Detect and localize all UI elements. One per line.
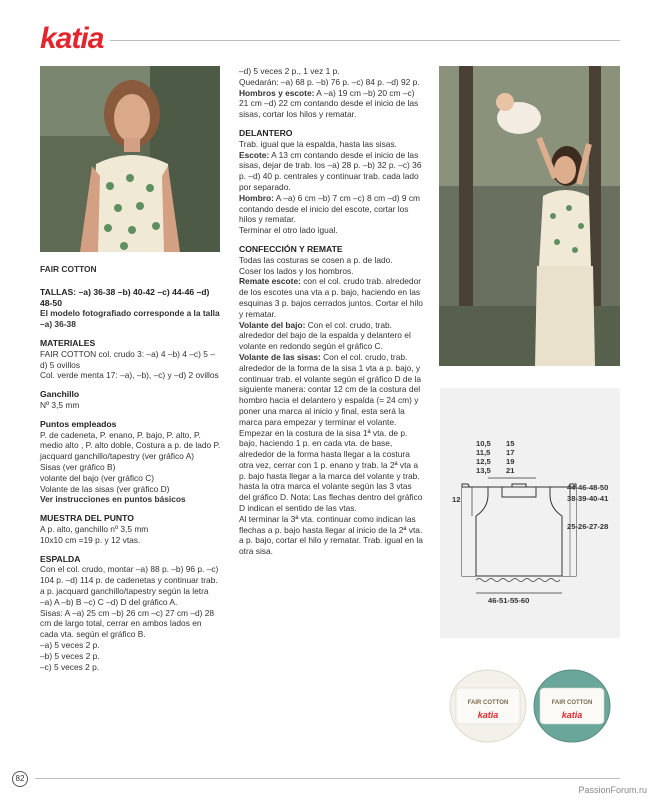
volante-sisas-label: Volante de las sisas: <box>239 351 321 362</box>
mid-line-2: Quedarán: –a) 68 p. –b) 76 p. –c) 84 p. –d) 92 p. <box>239 76 420 87</box>
volante-bajo-label: Volante del bajo: <box>239 319 306 330</box>
volante-bajo-text: Con el col. crudo, trab. alrededor del bajo de la espalda y delantero el volante en redondo según el gráfico C. <box>239 319 411 352</box>
dim-top-left-4: 13,5 <box>476 466 491 475</box>
remate-escote-text: con el col. crudo trab. alrededor de los escotes una vta a p. bajo, haciendo en las esquinas 3 p. bajos cerrados juntos. Cortar el hilo y rematar. <box>239 276 423 319</box>
dim-top-right-2: 17 <box>506 448 515 457</box>
espalda-line-1: Con el col. crudo, montar –a) 88 p. –b) 96 p. –c) 104 p. –d) 114 p. de cadenetas y continuar trab. a p. jacquard ganchillo/tapestry según la letra <box>40 564 219 596</box>
muestra-line-1: A p. alto, ganchillo nº 3,5 mm <box>40 523 149 534</box>
conf-line-7: Al terminar la 3ª vta. continuar como indican las flechas a p. bajo hasta llegar al inicio de la 2ª vta. a p. bajo, cortar el hilo y rematar. Trab. igual en la otra sisa. <box>239 513 423 557</box>
muestra-line-2: 10x10 cm =19 p. y 12 vtas. <box>40 534 141 545</box>
puntos-line-5: Ver instrucciones en puntos básicos <box>40 494 186 505</box>
hombros-text: A –a) 19 cm –b) 20 cm –c) 21 cm –d) 22 cm contando desde el inicio de las sisas, cortar los hilos y rematar. <box>239 87 419 120</box>
materiales-line-1: FAIR COTTON col. crudo 3: –a) 4 –b) 4 –c) 5 –d) 5 ovillos <box>40 348 215 370</box>
delantero-line-4: Terminar el otro lado igual. <box>239 225 338 236</box>
ganchillo-value: Nº 3,5 mm <box>40 399 80 410</box>
katia-logo: katia <box>40 22 104 55</box>
garment-schematic-panel <box>440 388 620 638</box>
yarn-brand-1: katia <box>477 710 499 720</box>
middle-text-column <box>239 66 423 557</box>
puntos-line-1: P. de cadeneta, P. enano, P. bajo, P. alto, P. medio alto , P. alto doble, Costura a p. de lado P. jacquard ganchillo/tapestry (ver gráfico A) <box>40 429 221 462</box>
yarn-brand-2: katia <box>561 710 583 720</box>
puntos-line-3: volante del bajo (ver gráfico C) <box>40 472 155 483</box>
conf-line-2: Coser los lados y los hombros. <box>239 265 354 276</box>
escote-text: A 13 cm contando desde el inicio de las sisas, dejar de trab. los –a) 28 p. –b) 32 p. –c) 36 p. –d) 40 p. centrales y continuar trab. cada lado por separado. <box>239 149 422 192</box>
dim-top-left-1: 10,5 <box>476 439 491 448</box>
dim-right-1: 44-46-48-50 <box>567 483 609 492</box>
left-text-column <box>40 264 222 672</box>
tallas-value: –a) 36-38 –b) 40-42 –c) 44-46 –d) 48-50 <box>40 286 210 308</box>
muestra-heading: MUESTRA DEL PUNTO <box>40 513 134 524</box>
espalda-line-4: –a) 5 veces 2 p. <box>40 639 100 650</box>
espalda-line-6: –c) 5 veces 2 p. <box>40 661 100 672</box>
tallas-label: TALLAS: <box>40 286 77 297</box>
dim-left: 12 <box>452 495 461 504</box>
model-photo-left-image <box>40 66 220 252</box>
espalda-line-5: –b) 5 veces 2 p. <box>40 650 100 661</box>
dim-top-left-2: 11,5 <box>476 448 491 457</box>
volante-sisas-text: Con el col. crudo, trab. alrededor de la forma de la sisa 1 vta a p. bajo, y continuar trab. el volante según el gráfico D de la siguiente manera: contar 12 cm de la costura del hombro hacia el delantero y espalda (= 24 cm) y poner una marca al inicio y final, esta será la marca para empezar y terminar el volante. <box>239 351 422 427</box>
model-photo-right <box>439 66 620 366</box>
espalda-line-3: Sisas: A –a) 25 cm –b) 26 cm –c) 27 cm –d) 28 cm de largo total, cerrar en ambos lados en cada vta. según el gráfico B. <box>40 607 215 640</box>
delantero-heading: DELANTERO <box>239 127 293 138</box>
dim-bottom: 46-51-55-60 <box>488 596 530 605</box>
model-photo-left <box>40 66 220 252</box>
hombro-text: A –a) 6 cm –b) 7 cm –c) 8 cm –d) 9 cm contando desde el inicio del escote, cortar los hilos y rematar. <box>239 192 421 225</box>
dim-right-2: 38-39-40-41 <box>567 494 609 503</box>
materiales-line-2: Col. verde menta 17: –a), –b), –c) y –d) 2 ovillos <box>40 370 219 381</box>
yarn-label-1: FAIR COTTON <box>467 700 509 706</box>
puntos-line-4: Volante de las sisas (ver gráfico D) <box>40 483 170 494</box>
delantero-line-1: Trab. igual que la espalda, hasta las sisas. <box>239 138 397 149</box>
escote-label: Escote: <box>239 149 270 160</box>
mid-line-1: –d) 5 veces 2 p., 1 vez 1 p. <box>239 66 340 76</box>
footer-divider <box>35 778 620 779</box>
puntos-line-2: Sisas (ver gráfico B) <box>40 461 116 472</box>
hombro-label: Hombro: <box>239 192 274 203</box>
yarn-label-2: FAIR COTTON <box>551 700 593 706</box>
dim-right-3: 25-26-27-28 <box>567 522 609 531</box>
dim-top-right-3: 19 <box>506 457 515 466</box>
espalda-heading: ESPALDA <box>40 553 81 564</box>
garment-schematic <box>440 388 620 638</box>
model-photo-right-image <box>439 66 620 366</box>
yarn-balls-panel <box>440 648 620 766</box>
watermark: PassionForum.ru <box>578 785 647 795</box>
conf-line-6: Empezar en la costura de la sisa 1ª vta. de p. bajo, haciendo 1 p. en cada vta. de base, alrededor de la forma hasta llegar a la costura otra vez, cerrar con 1 p. enano y trab. la 2ª vta a p. bajo hasta llegar a la marca del volante y trab. hasta la otra marca el volante según las 3 vtas del gráfico D. Nota: Las flechas dentro del gráfico D indican el sentido de las vtas. <box>239 427 423 514</box>
conf-line-1: Todas las costuras se cosen a p. de lado. <box>239 254 393 265</box>
dim-top-right-1: 15 <box>506 439 515 448</box>
header-divider <box>110 40 620 41</box>
confeccion-heading: CONFECCIÓN Y REMATE <box>239 243 343 254</box>
puntos-heading: Puntos empleados <box>40 418 117 429</box>
materiales-heading: MATERIALES <box>40 337 96 348</box>
hombros-label: Hombros y escote: <box>239 87 315 98</box>
dim-top-left-3: 12,5 <box>476 457 491 466</box>
yarn-balls <box>440 648 620 766</box>
dim-top-right-4: 21 <box>506 466 515 475</box>
ganchillo-heading: Ganchillo <box>40 389 80 400</box>
page-number: 82 <box>12 771 28 787</box>
remate-escote-label: Remate escote: <box>239 276 301 287</box>
modelo-note: El modelo fotografiado corresponde a la talla –a) 36-38 <box>40 308 220 330</box>
espalda-line-2: –a) A –b) B –c) C –d) D del gráfico A. <box>40 596 178 607</box>
product-title: FAIR COTTON <box>40 264 97 274</box>
